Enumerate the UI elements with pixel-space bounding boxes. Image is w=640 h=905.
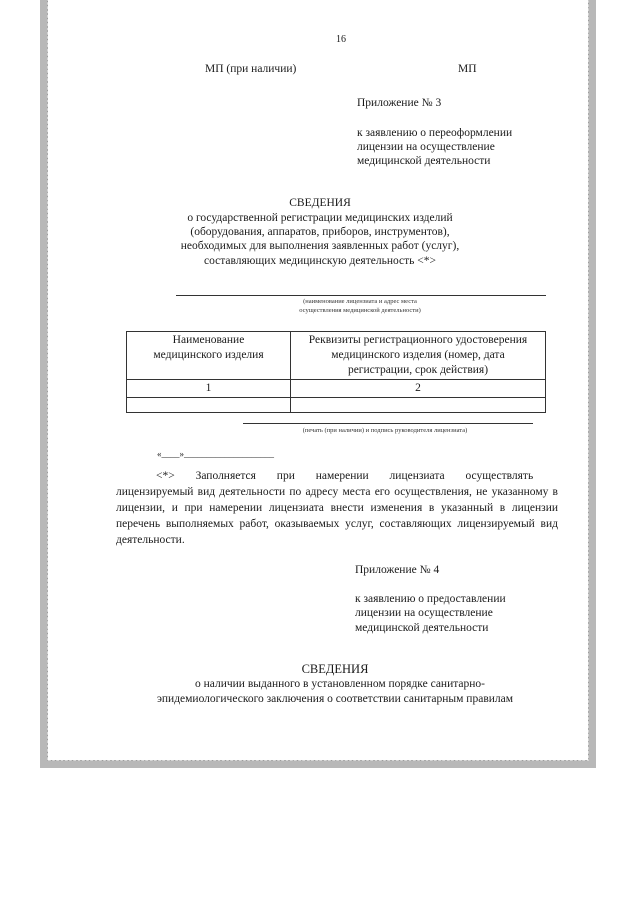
section1-title: СВЕДЕНИЯ bbox=[289, 197, 351, 209]
appendix3-line1: к заявлению о переоформлении bbox=[357, 127, 513, 139]
appendix4-label: Приложение № 4 bbox=[355, 564, 440, 576]
appendix4-line2: лицензии на осуществление bbox=[355, 607, 493, 619]
stamp-left: МП (при наличии) bbox=[205, 63, 297, 75]
section1-line1: о государственной регистрации медицинских изделий bbox=[187, 212, 453, 224]
devices-table bbox=[126, 331, 546, 413]
section2-title: СВЕДЕНИЯ bbox=[301, 662, 369, 676]
appendix3-label: Приложение № 3 bbox=[357, 97, 442, 109]
licensee-caption1: (наименование лицензиата и адрес места bbox=[303, 298, 417, 305]
section2-line2: эпидемиологического заключения о соответствии санитарным правилам bbox=[156, 693, 514, 705]
appendix3-line3: медицинской деятельности bbox=[357, 155, 491, 167]
signature-caption: (печать (при наличии) и подпись руководителя лицензиата) bbox=[302, 427, 468, 434]
col1-number: 1 bbox=[127, 380, 291, 398]
stamp-right: МП bbox=[458, 63, 477, 75]
col2-number: 2 bbox=[291, 380, 546, 398]
footnote-rest: лицензируемый вид деятельности по адресу места его осуществления, не указанному в лицензии, и при намерении лицензиата внести изменения в указанный в лицензии перечень выполняемых работ, оказываемых услуг, составляющих лицензируемый вид деятельности. bbox=[116, 486, 558, 546]
col2-header-3: регистрации, срок действия) bbox=[347, 364, 489, 376]
table-cell bbox=[127, 398, 291, 413]
section2-line1: о наличии выданного в установленном порядке санитарно- bbox=[194, 678, 485, 690]
section1-line3: необходимых для выполнения заявленных работ (услуг), bbox=[180, 240, 460, 252]
table-header-row bbox=[127, 332, 546, 380]
table-cell bbox=[291, 398, 546, 413]
col1-header-1: Наименование bbox=[172, 334, 245, 346]
table-header-cell bbox=[291, 332, 546, 380]
table-header-cell bbox=[127, 332, 291, 380]
table-row bbox=[127, 380, 546, 398]
date-placeholder: «____»____________________ bbox=[157, 449, 274, 459]
appendix3-line2: лицензии на осуществление bbox=[357, 141, 495, 153]
licensee-line bbox=[176, 295, 546, 296]
col1-header-2: медицинского изделия bbox=[153, 349, 264, 361]
table-row bbox=[127, 398, 546, 413]
appendix4-line1: к заявлению о предоставлении bbox=[355, 593, 506, 605]
section1-line2: (оборудования, аппаратов, приборов, инструментов), bbox=[190, 226, 450, 238]
col2-header-1: Реквизиты регистрационного удостоверения bbox=[308, 334, 528, 346]
col2-header-2: медицинского изделия (номер, дата bbox=[331, 349, 505, 361]
signature-line bbox=[243, 423, 533, 424]
appendix4-line3: медицинской деятельности bbox=[355, 622, 489, 634]
page-number: 16 bbox=[336, 34, 346, 45]
footnote-line1: <*> Заполняется при намерении лицензиата осуществлять bbox=[156, 470, 534, 482]
section1-line4: составляющих медицинскую деятельность <*> bbox=[203, 255, 436, 267]
licensee-caption2: осуществления медицинской деятельности) bbox=[299, 307, 421, 314]
